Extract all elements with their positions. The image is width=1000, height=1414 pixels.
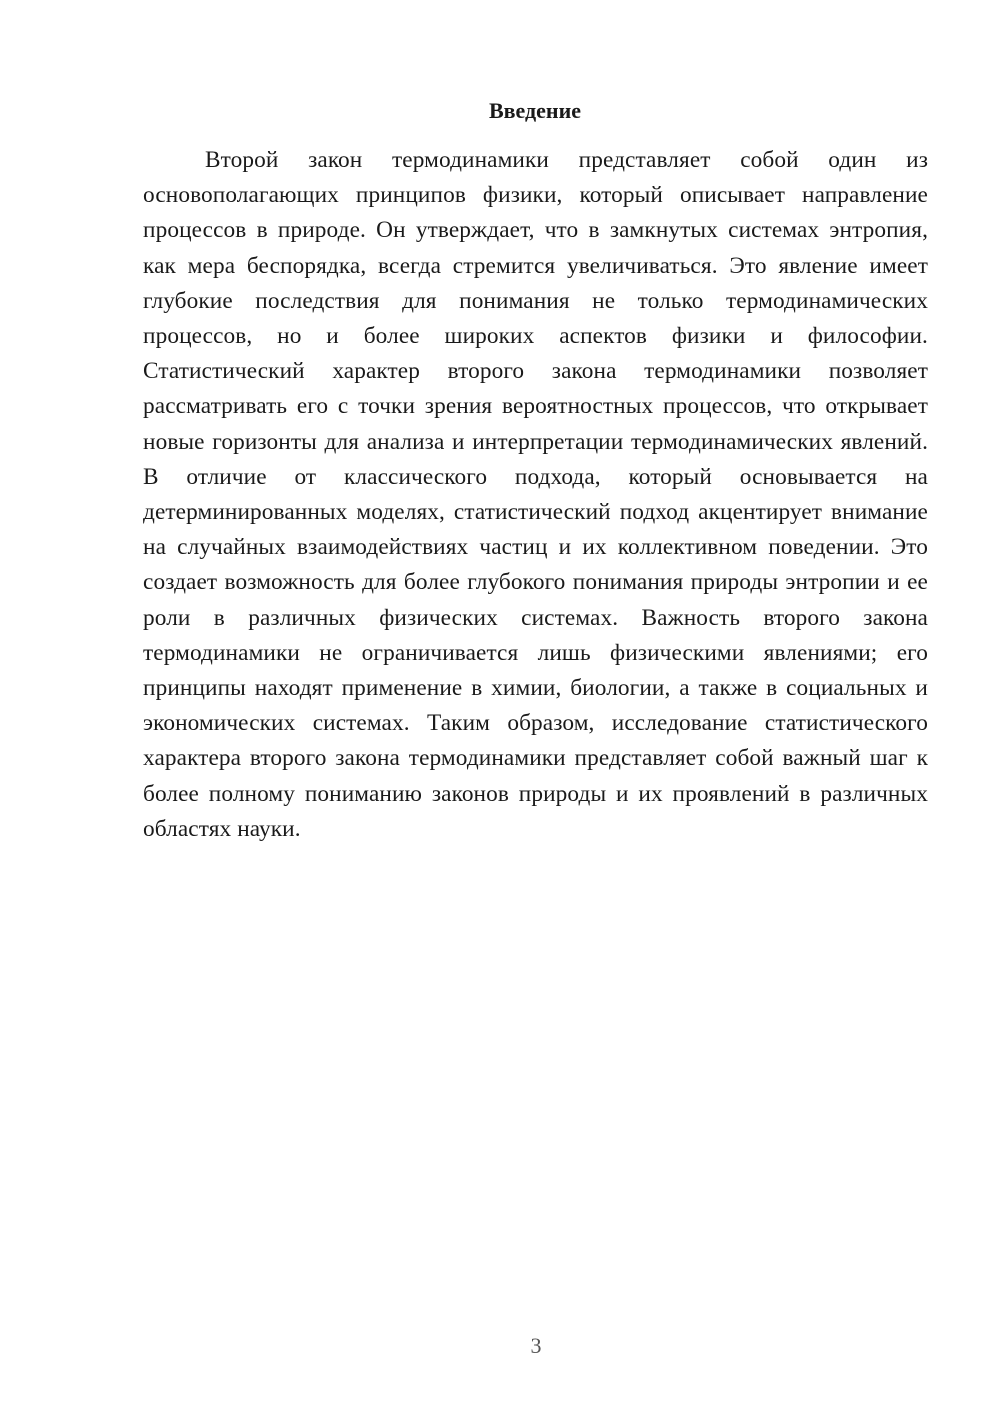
section-heading: Введение [488,98,582,123]
body-paragraph: Второй закон термодинамики представляет собой один из основополагающих принципов физики, который описывает направление процессов в природе. Он утверждает, что в замкнутых системах энтропия, как мера беспорядка, всегда стремится увеличиваться. Это явление имеет глубокие последствия для понимания не только термодинамических процессов, но и более широких аспектов физики и философии. Статистический характер второго закона термодинамики позволяет рассматривать его с точки зрения вероятностных процессов, что открывает новые горизонты для анализа и интерпретации термодинамических явлений. В отличие от классического подхода, который основывается на детерминированных моделях, статистический подход акцентирует внимание на случайных взаимодействиях частиц и их коллективном поведении. Это создает возможность для более глубокого понимания природы энтропии и ее роли в различных физических системах. Важность второго закона термодинамики не ограничивается лишь физическими явлениями; его принципы находят применение в химии, биологии, а также в социальных и экономических системах. Таким образом, исследование статистического характера второго закона термодинамики представляет собой важный шаг к более полному пониманию законов природы и их проявлений в различных областях науки. [143,147,928,842]
page-number: 3 [530,1333,542,1358]
